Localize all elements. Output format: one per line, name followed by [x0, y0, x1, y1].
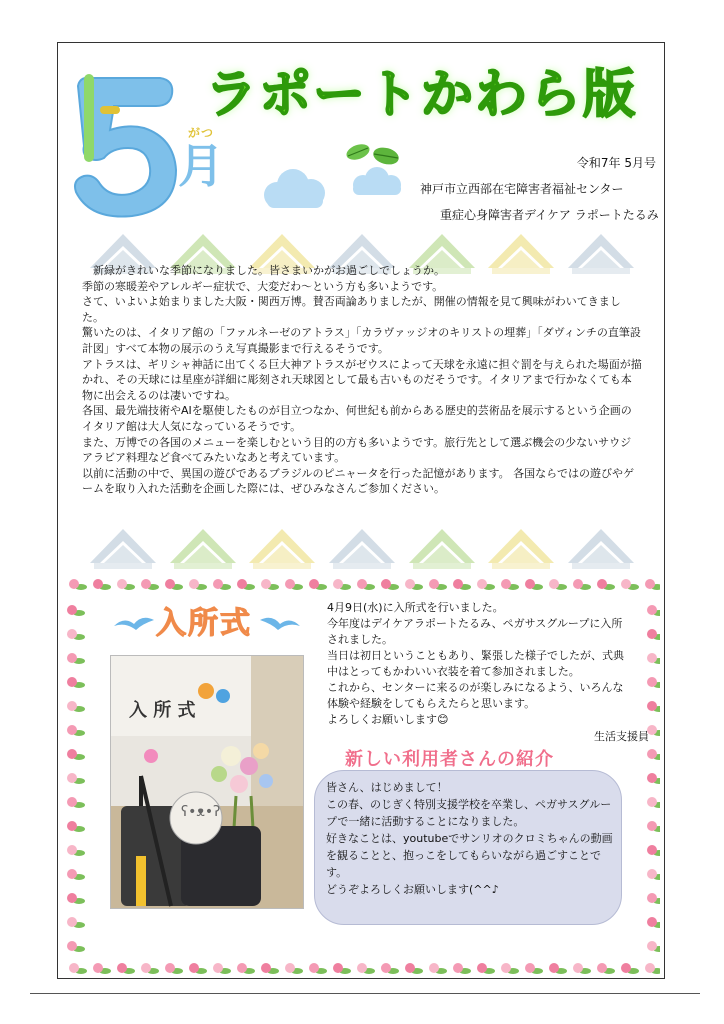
border-flower — [453, 963, 471, 974]
article-paragraph: さて、いよいよ始まりました大阪・関西万博。賛否両論ありましたが、開催の情報を見て興味がわいてきました。 — [82, 295, 621, 324]
border-flower — [429, 579, 447, 590]
ceremony-photo-illustration — [111, 656, 303, 908]
border-flower — [261, 579, 279, 590]
kabuto-icon — [566, 523, 636, 573]
article-paragraph: 季節の寒暖差やアレルギー症状で、大変だわ～という方も多いようです。 — [82, 279, 444, 293]
month-label: 月 — [178, 139, 224, 193]
border-flower — [525, 579, 543, 590]
sub-organization: 重症心身障害者デイケア ラポートたるみ — [440, 208, 659, 222]
bottom-rule — [30, 993, 700, 994]
border-flower — [93, 963, 111, 974]
entry-paragraph: 4月9日(水)に入所式を行いました。 — [327, 601, 504, 614]
border-flower — [597, 579, 615, 590]
border-flower — [141, 963, 159, 974]
border-flower — [645, 963, 660, 974]
border-flower — [573, 579, 591, 590]
border-flower — [67, 653, 85, 664]
border-flower — [261, 963, 279, 974]
border-flower — [381, 963, 399, 974]
border-flower — [309, 963, 327, 974]
border-flower — [381, 579, 399, 590]
border-flower — [405, 963, 423, 974]
border-flower — [647, 869, 660, 880]
kabuto-row-middle — [88, 523, 636, 573]
entry-paragraph: 今年度はデイケアラポートたるみ、ペガサスグループに入所されました。 — [327, 617, 623, 646]
new-user-title: 新しい利用者さんの紹介 — [345, 749, 554, 770]
border-flower — [647, 821, 660, 832]
border-flower — [549, 963, 567, 974]
border-flower — [67, 893, 85, 904]
border-flower — [69, 579, 87, 590]
border-flower — [357, 579, 375, 590]
article-body — [82, 263, 642, 497]
border-flower — [597, 963, 615, 974]
border-flower — [67, 701, 85, 712]
border-flower — [141, 579, 159, 590]
article-paragraph: 新緑がきれいな季節になりました。皆さまいかがお過ごしでしょうか。 — [82, 264, 445, 277]
leaf-icon — [344, 140, 404, 168]
border-flower — [477, 579, 495, 590]
border-flower — [647, 653, 660, 664]
border-flower — [237, 579, 255, 590]
border-flower — [67, 917, 85, 928]
border-flower — [213, 579, 231, 590]
entry-paragraph: よろしくお願いします😊 — [327, 713, 449, 726]
border-flower — [453, 579, 471, 590]
border-flower — [67, 677, 85, 688]
border-flower — [165, 579, 183, 590]
border-flower — [67, 773, 85, 784]
article-paragraph: また、万博での各国のメニューを楽しむという目的の方も多いようです。旅行先として選ぶ機会の少ないサウジアラビア料理など食べてみたいなあと考えています。 — [82, 435, 632, 465]
photo-sign-text: 入 所 式 — [129, 700, 196, 721]
bird-icon — [258, 612, 302, 634]
kabuto-icon — [88, 523, 158, 573]
border-flower — [69, 963, 87, 974]
border-flower — [165, 963, 183, 974]
organization: 神戸市立西部在宅障害者福祉センター — [420, 182, 624, 196]
border-flower — [621, 963, 639, 974]
new-user-text — [326, 779, 616, 898]
border-flower — [309, 579, 327, 590]
border-flower — [67, 629, 85, 640]
issue-date: 令和7年 5月号 — [576, 156, 656, 170]
border-flower — [429, 963, 447, 974]
entry-paragraph: 当日は初日ということもあり、緊張した様子でしたが、式典中はとってもかわいい衣装を着て参加されました。 — [327, 649, 624, 678]
border-flower — [647, 845, 660, 856]
border-flower — [67, 821, 85, 832]
border-flower — [357, 963, 375, 974]
border-flower — [647, 941, 660, 952]
border-flower — [405, 579, 423, 590]
border-flower — [67, 869, 85, 880]
border-flower — [117, 963, 135, 974]
border-flower — [67, 941, 85, 952]
article-paragraph: 各国、最先端技術やAIを駆使したものが目立つなか、何世紀も前からある歴史的芸術品を展示するという企画のイタリア館は大人気になっているそうです。 — [82, 404, 632, 433]
border-flower — [189, 963, 207, 974]
month-reading: がつ — [188, 126, 215, 140]
border-flower — [525, 963, 543, 974]
new-user-paragraph: どうぞよろしくお願いします(^^♪ — [326, 883, 499, 896]
border-flower — [67, 797, 85, 808]
signer: 生活支援員 — [594, 730, 649, 743]
bird-icon — [112, 612, 156, 634]
border-flower — [647, 917, 660, 928]
border-flower — [237, 963, 255, 974]
border-flower — [647, 677, 660, 688]
entry-ceremony-photo — [110, 655, 304, 909]
article-paragraph: 以前に活動の中で、異国の遊びであるブラジルのピニャータを行った記憶があります。 各国ならではの遊びやゲームを取り入れた活動を企画した際には、ぜひみなさんご参加ください。 — [82, 466, 635, 496]
kabuto-icon — [168, 523, 238, 573]
new-user-paragraph: 皆さん、はじめまして！ — [326, 781, 448, 794]
border-flower — [647, 605, 660, 616]
border-flower — [117, 579, 135, 590]
kabuto-icon — [407, 523, 477, 573]
article-paragraph: アトラスは、ギリシャ神話に出てくる巨大神アトラスがゼウスによって天球を永遠に担ぐ罰を与えられた場面が描かれ、その天球には星座が詳細に彫刻され天球図として最も古いものだそうです。イタリアまで行かなくても本物に出会えるのは凄いですね。 — [82, 357, 642, 402]
border-flower — [549, 579, 567, 590]
newsletter-title: ラポートかわら版 — [205, 65, 638, 125]
border-flower — [285, 963, 303, 974]
border-flower — [647, 773, 660, 784]
kabuto-icon — [486, 523, 556, 573]
border-flower — [213, 963, 231, 974]
border-flower — [645, 579, 660, 590]
new-user-paragraph: 好きなことは、youtubeでサンリオのクロミちゃんの動画を観ることと、抱っこをしてもらいながら過ごすことです。 — [326, 832, 613, 879]
border-flower — [67, 749, 85, 760]
cloud-icon — [255, 165, 415, 210]
entry-ceremony-text — [327, 600, 627, 728]
border-flower — [67, 725, 85, 736]
border-flower — [647, 701, 660, 712]
kabuto-icon — [247, 523, 317, 573]
border-flower — [189, 579, 207, 590]
new-user-paragraph: この春、のじぎく特別支援学校を卒業し、ペガサスグループで一緒に活動することになりました。 — [326, 798, 612, 828]
border-flower — [647, 749, 660, 760]
border-flower — [647, 629, 660, 640]
border-flower — [501, 963, 519, 974]
svg-text:ʕ•ᴥ•ʔ: ʕ•ᴥ•ʔ — [181, 804, 221, 820]
border-flower — [67, 605, 85, 616]
border-flower — [285, 579, 303, 590]
border-flower — [333, 963, 351, 974]
month-five-icon — [70, 72, 182, 220]
entry-paragraph: これから、センターに来るのが楽しみになるよう、いろんな体験や経験をしてもらえたらと思います。 — [327, 681, 624, 710]
border-flower — [647, 797, 660, 808]
border-flower — [501, 579, 519, 590]
border-flower — [573, 963, 591, 974]
entry-ceremony-title: 入所式 — [156, 606, 252, 641]
border-flower — [621, 579, 639, 590]
border-flower — [647, 893, 660, 904]
border-flower — [67, 845, 85, 856]
article-paragraph: 驚いたのは、イタリア館の「ファルネーゼのアトラス」「カラヴァッジオのキリストの埋葬」「ダヴィンチの直筆設計図」すべて本物の展示のうえ写真撮影まで行えるそうです。 — [82, 326, 641, 355]
border-flower — [477, 963, 495, 974]
border-flower — [93, 579, 111, 590]
kabuto-icon — [327, 523, 397, 573]
border-flower — [333, 579, 351, 590]
